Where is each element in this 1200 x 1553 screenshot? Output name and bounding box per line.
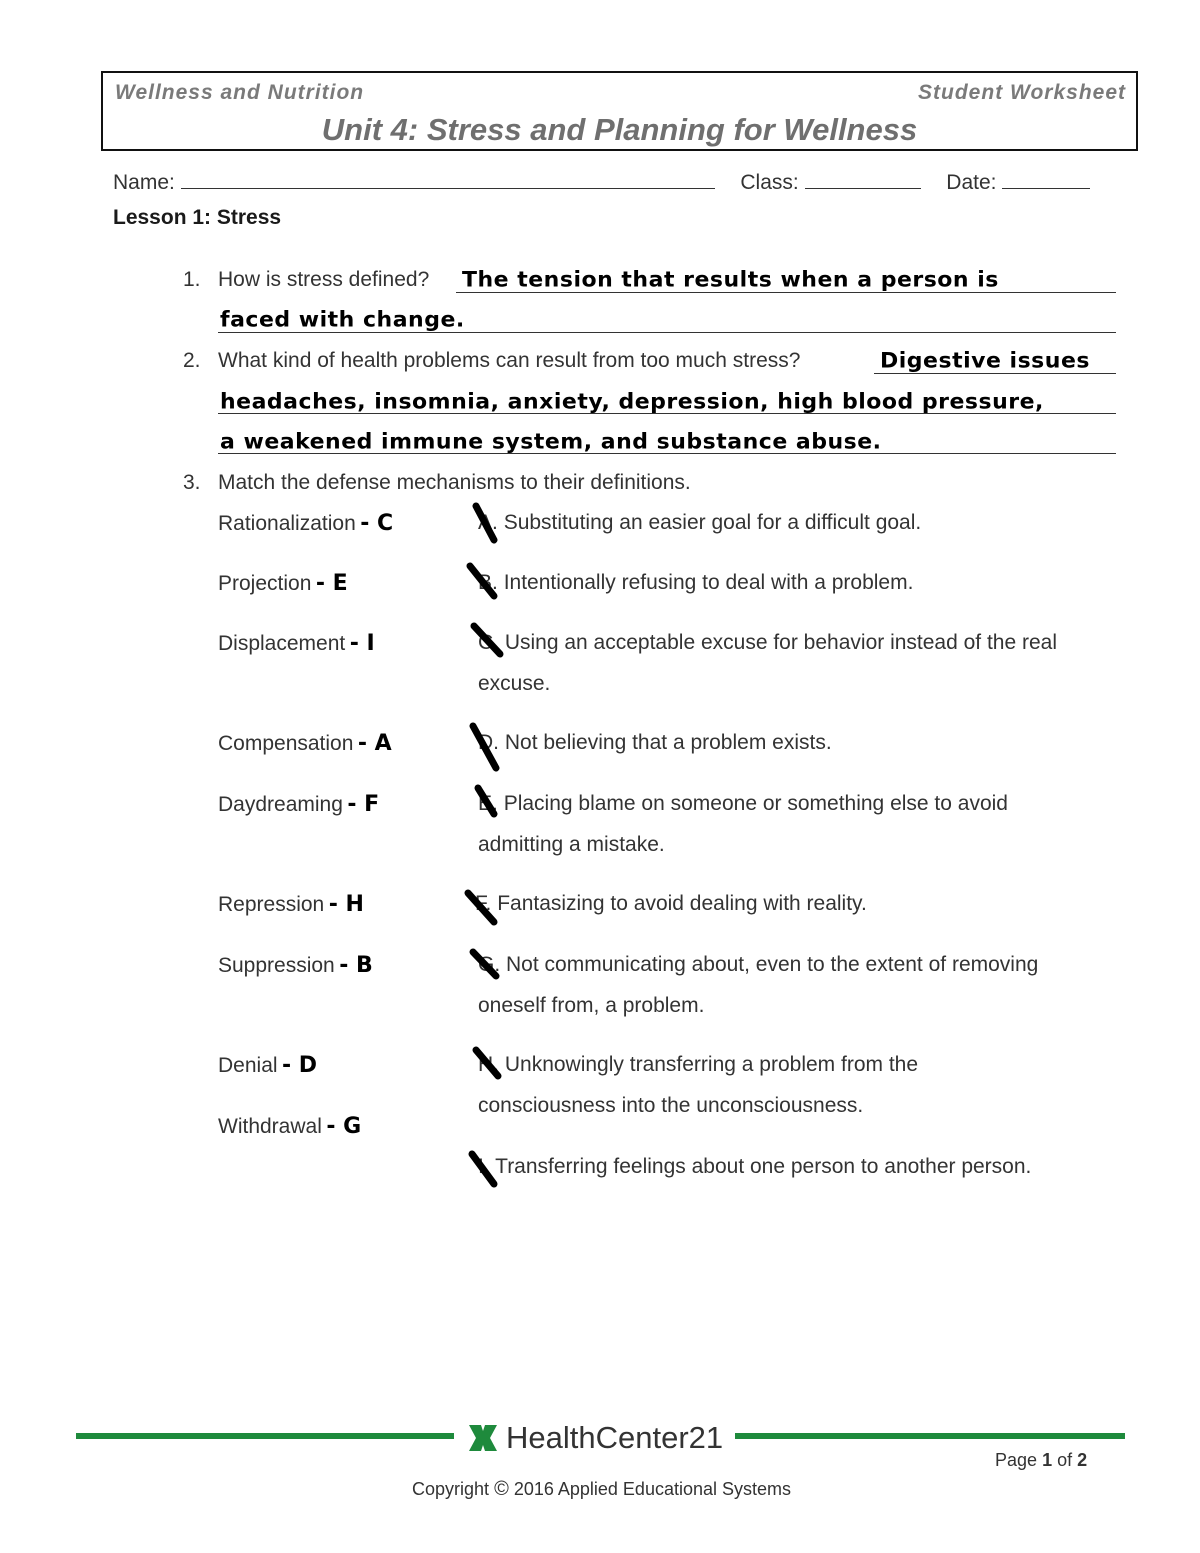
- question-text: Match the defense mechanisms to their definitions.: [218, 471, 691, 494]
- handwritten-answer: a weakened immune system, and substance abuse.: [220, 430, 882, 455]
- definition-text: Substituting an easier goal for a difficult goal.: [503, 511, 922, 534]
- definition-text-cont: admitting a mistake.: [478, 833, 665, 856]
- term-label: Daydreaming: [218, 793, 343, 816]
- term-label: Compensation: [218, 732, 354, 755]
- handwritten-answer: headaches, insomnia, anxiety, depression, high blood pressure,: [220, 390, 1044, 415]
- definition-text: Using an acceptable excuse for behavior instead of the real: [504, 631, 1058, 654]
- document-type: Student Worksheet: [918, 81, 1126, 104]
- term-label: Denial: [218, 1054, 278, 1077]
- definition-letter: B.: [478, 571, 498, 594]
- question-number: 1.: [183, 268, 201, 291]
- page-prefix: Page: [995, 1450, 1038, 1470]
- course-name: Wellness and Nutrition: [115, 81, 365, 104]
- match-answer: - G: [326, 1114, 362, 1139]
- term-label: Displacement: [218, 632, 346, 655]
- match-answer: - F: [347, 792, 380, 817]
- strike-mark: [476, 506, 494, 540]
- page-total: 2: [1077, 1450, 1088, 1470]
- handwritten-answer: faced with change.: [220, 308, 465, 333]
- healthcenter-icon: [468, 1423, 498, 1453]
- definition-text-cont: oneself from, a problem.: [478, 994, 705, 1017]
- term-label: Repression: [218, 893, 325, 916]
- definition-letter: G.: [478, 953, 501, 976]
- strike-mark: [470, 566, 494, 596]
- strike-mark: [478, 788, 494, 814]
- page-indicator: [995, 1450, 1087, 1471]
- definition-letter: E.: [478, 792, 498, 815]
- page-current: 1: [1042, 1450, 1053, 1470]
- term-label: Projection: [218, 572, 312, 595]
- copyright-prefix: Copyright: [412, 1479, 490, 1499]
- match-answer: - D: [282, 1053, 318, 1078]
- definition-text-cont: excuse.: [478, 672, 551, 695]
- lesson-heading: Lesson 1: Stress: [113, 206, 282, 229]
- strike-mark: [473, 726, 496, 768]
- match-answer: - H: [328, 892, 364, 917]
- term-label: Suppression: [218, 954, 335, 977]
- definition-text: Not communicating about, even to the extent of removing: [506, 953, 1039, 976]
- strike-mark: [468, 893, 494, 922]
- match-answer: - C: [360, 511, 394, 536]
- strike-mark: [474, 626, 500, 654]
- definition-letter: A.: [478, 511, 498, 534]
- definition-letter: F.: [475, 892, 492, 915]
- page-of: of: [1057, 1450, 1073, 1470]
- definition-text: Intentionally refusing to deal with a problem.: [503, 571, 914, 594]
- definition-text-cont: consciousness into the unconsciousness.: [478, 1094, 864, 1117]
- logo-text: HealthCenter21: [506, 1420, 724, 1455]
- definition-text: Fantasizing to avoid dealing with reality.: [497, 892, 867, 915]
- copyright-icon: ©: [494, 1478, 509, 1500]
- copyright-notice: [412, 1478, 791, 1501]
- strike-mark: [472, 1154, 494, 1184]
- definition-text: Unknowingly transferring a problem from the: [504, 1053, 919, 1076]
- match-answer: - A: [357, 731, 392, 756]
- brand-logo: [468, 1420, 723, 1456]
- term-label: Withdrawal: [218, 1115, 322, 1138]
- footer-rule-left: [76, 1433, 454, 1439]
- definition-text: Not believing that a problem exists.: [504, 731, 832, 754]
- match-answer: - I: [349, 631, 375, 656]
- copyright-text: 2016 Applied Educational Systems: [513, 1479, 792, 1499]
- question-number: 3.: [183, 471, 201, 494]
- match-answer: - B: [339, 953, 373, 978]
- strike-mark: [476, 1050, 498, 1076]
- question-text: What kind of health problems can result from too much stress?: [218, 349, 801, 372]
- question-text: How is stress defined?: [218, 268, 430, 291]
- date-label: Date:: [946, 171, 997, 194]
- class-label: Class:: [740, 171, 799, 194]
- definition-letter: C.: [478, 631, 499, 654]
- definition-text: Transferring feelings about one person to another person.: [495, 1155, 1032, 1178]
- strike-mark: [473, 952, 496, 976]
- term-label: Rationalization: [218, 512, 356, 535]
- name-label: Name:: [113, 171, 175, 194]
- handwritten-answer: The tension that results when a person is: [462, 268, 999, 293]
- page-title: Unit 4: Stress and Planning for Wellness: [321, 112, 918, 147]
- definition-letter: I.: [478, 1155, 490, 1178]
- question-number: 2.: [183, 349, 201, 372]
- match-answer: - E: [315, 571, 348, 596]
- definition-letter: D.: [478, 731, 499, 754]
- definition-letter: H.: [478, 1053, 499, 1076]
- footer-rule-right: [735, 1433, 1125, 1439]
- handwritten-answer: Digestive issues: [880, 349, 1090, 374]
- definition-text: Placing blame on someone or something else to avoid: [503, 792, 1008, 815]
